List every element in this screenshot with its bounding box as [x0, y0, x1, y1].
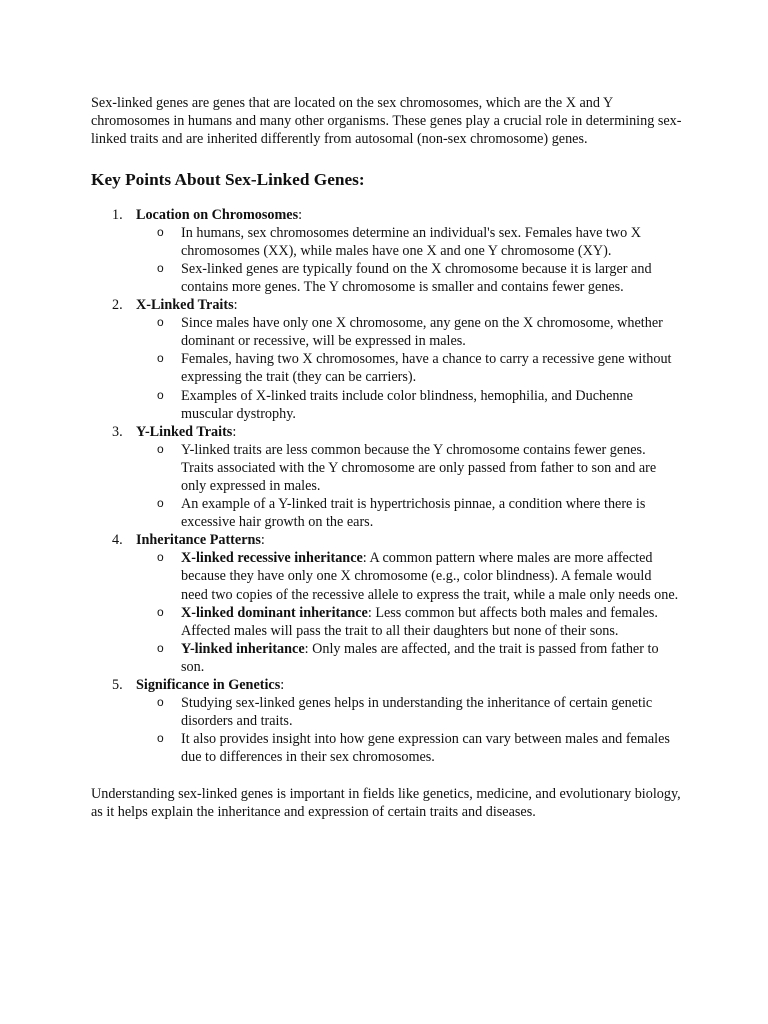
sub-point-item: [136, 441, 680, 495]
sub-point-item: [136, 495, 680, 531]
sub-point-text: An example of a Y-linked trait is hypertrichosis pinnae, a condition where there is excessive hair growth on the ears.: [181, 496, 646, 531]
circle-bullet-icon: o: [157, 387, 164, 402]
key-point-title-colon: :: [260, 532, 265, 549]
key-point-title-colon: :: [232, 423, 237, 440]
key-point-title: X-Linked Traits: [136, 297, 234, 314]
sub-point-item: [136, 350, 680, 386]
sub-point-list: [136, 441, 680, 531]
sub-point-text: In humans, sex chromosomes determine an individual's sex. Females have two X chromosomes (XX), while males have one X and one Y chromosome (XY).: [181, 224, 642, 259]
list-number: 4.: [112, 532, 123, 549]
sub-point-text: : Less common but affects both males and females. Affected males will pass the trait to all their daughters but none of their sons.: [181, 604, 658, 639]
sub-point-list: [136, 224, 680, 296]
key-point-item: [91, 676, 680, 766]
circle-bullet-icon: o: [157, 260, 164, 275]
sub-point-term: X-linked dominant inheritance: [181, 604, 368, 621]
sub-point-text: Studying sex-linked genes helps in understanding the inheritance of certain genetic disorders and traits.: [181, 695, 653, 730]
closing-paragraph: Understanding sex-linked genes is important in fields like genetics, medicine, and evolutionary biology, as it helps explain the inheritance and expression of certain traits and diseases.: [91, 785, 681, 820]
circle-bullet-icon: o: [157, 695, 164, 710]
sub-point-text: Females, having two X chromosomes, have a chance to carry a recessive gene without expressing the trait (they can be carriers).: [181, 351, 672, 386]
circle-bullet-icon: o: [157, 550, 164, 565]
key-point-title-colon: :: [298, 206, 303, 223]
circle-bullet-icon: o: [157, 315, 164, 330]
key-point-item: [91, 296, 680, 423]
sub-point-item: [136, 260, 680, 296]
sub-point-list: [136, 694, 680, 766]
sub-point-list: [136, 314, 680, 423]
key-points-list: [91, 206, 680, 767]
sub-point-item: [136, 604, 680, 640]
list-number: 3.: [112, 423, 123, 440]
key-point-title-colon: :: [233, 297, 238, 314]
key-point-item: [91, 423, 680, 532]
sub-point-text: Y-linked traits are less common because the Y chromosome contains fewer genes. Traits associated with the Y chromosome are only passed from father to son and are only expressed in males.: [181, 441, 657, 495]
sub-point-text: Since males have only one X chromosome, any gene on the X chromosome, whether dominant or recessive, will be expressed in males.: [181, 315, 663, 350]
sub-point-text: Examples of X-linked traits include color blindness, hemophilia, and Duchenne muscular dystrophy.: [181, 387, 633, 422]
key-point-title: Inheritance Patterns: [136, 532, 261, 549]
sub-point-text: : A common pattern where males are more affected because they have only one X chromosome (e.g., color blindness). A female would need two copies of the recessive allele to express the trait, while a male only needs one.: [181, 550, 679, 603]
sub-point-item: [136, 730, 680, 766]
circle-bullet-icon: o: [157, 496, 164, 511]
sub-point-text: It also provides insight into how gene expression can vary between males and females due to differences in their sex chromosomes.: [181, 731, 670, 766]
key-point-item: [91, 531, 680, 676]
sub-point-item: [136, 694, 680, 730]
intro-paragraph: Sex-linked genes are genes that are located on the sex chromosomes, which are the X and Y chromosomes in humans and many other organisms. These genes play a crucial role in determining sex-linked traits and are inherited differently from autosomal (non-sex chromosome) genes.: [91, 95, 682, 148]
sub-point-text: Sex-linked genes are typically found on the X chromosome because it is larger and contains more genes. The Y chromosome is smaller and contains fewer genes.: [181, 260, 652, 295]
sub-point-item: [136, 549, 680, 603]
sub-point-term: X-linked recessive inheritance: [181, 550, 363, 567]
key-point-title-colon: :: [280, 677, 285, 694]
sub-point-term: Y-linked inheritance: [181, 640, 305, 657]
list-number: 2.: [112, 297, 123, 314]
sub-point-text: : Only males are affected, and the trait is passed from father to son.: [181, 640, 659, 675]
sub-point-list: [136, 549, 680, 676]
circle-bullet-icon: o: [157, 604, 164, 619]
circle-bullet-icon: o: [157, 224, 164, 239]
key-point-title: Significance in Genetics: [136, 677, 281, 694]
sub-point-item: [136, 387, 680, 423]
section-heading: Key Points About Sex-Linked Genes:: [91, 169, 365, 189]
key-point-title: Location on Chromosomes: [136, 206, 299, 223]
sub-point-item: [136, 640, 680, 676]
sub-point-item: [136, 314, 680, 350]
circle-bullet-icon: o: [157, 731, 164, 746]
circle-bullet-icon: o: [157, 351, 164, 366]
circle-bullet-icon: o: [157, 640, 164, 655]
sub-point-item: [136, 224, 680, 260]
list-number: 1.: [112, 206, 123, 223]
key-point-item: [91, 206, 680, 296]
key-point-title: Y-Linked Traits: [136, 423, 233, 440]
list-number: 5.: [112, 677, 123, 694]
circle-bullet-icon: o: [157, 441, 164, 456]
